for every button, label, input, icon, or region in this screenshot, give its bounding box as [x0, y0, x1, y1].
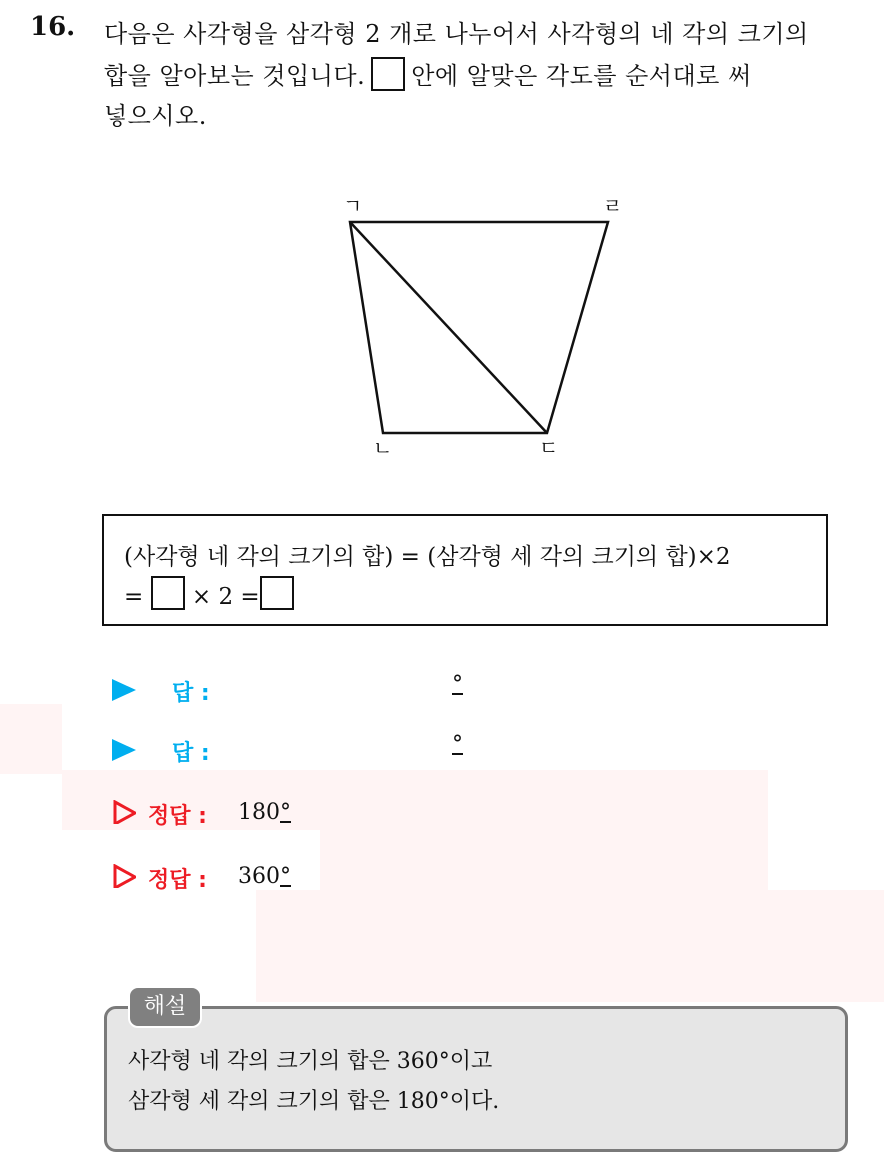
play-arrow-icon: [112, 739, 136, 761]
formula-line-1: (사각형 네 각의 크기의 합) = (삼각형 세 각의 크기의 합)×2: [124, 544, 731, 570]
question-line-2-after: 안에 알맞은 각도를 순서대로 써: [411, 62, 752, 90]
answer-unit-1: °: [452, 672, 463, 697]
explanation-line-2: 삼각형 세 각의 크기의 합은 180°이다.: [128, 1089, 500, 1114]
correct-answer-1: [238, 800, 291, 825]
quadrilateral-figure: [0, 0, 884, 480]
answer-unit-2: °: [452, 732, 463, 757]
correct-label-2: 정답 :: [148, 868, 207, 893]
correct-unit-1: °: [280, 800, 291, 825]
diagonal-line: [350, 222, 547, 433]
blank-box-icon: [151, 576, 185, 610]
blank-box-icon: [260, 576, 294, 610]
answer-label-1: 답 :: [172, 681, 210, 706]
play-arrow-icon: [112, 679, 136, 701]
bg-patch: [512, 770, 768, 830]
correct-value-2: 360: [238, 864, 280, 889]
formula-equals: =: [124, 584, 144, 610]
bg-patch: [256, 890, 884, 1002]
answer-label-2: 답 :: [172, 741, 210, 766]
vertex-label-a: ㄱ: [343, 194, 363, 218]
quadrilateral-outline: [350, 222, 608, 433]
vertex-label-d: ㄹ: [603, 194, 623, 218]
correct-label-1: 정답 :: [148, 804, 207, 829]
question-line-3: 넣으시오.: [104, 102, 207, 130]
bg-patch: [320, 830, 768, 890]
vertex-label-c: ㄷ: [539, 436, 559, 460]
outline-arrow-icon: [112, 864, 136, 888]
correct-answer-2: [238, 864, 291, 889]
correct-value-1: 180: [238, 800, 280, 825]
explanation-tag: 해설: [128, 986, 202, 1028]
question-line-2-before: 합을 알아보는 것입니다.: [104, 62, 366, 90]
question-line-1: 다음은 사각형을 삼각형 2 개로 나누어서 사각형의 네 각의 크기의: [104, 20, 809, 48]
explanation-line-1: 사각형 네 각의 크기의 합은 360°이고: [128, 1049, 493, 1074]
formula-line-2: [124, 576, 294, 610]
correct-unit-2: °: [280, 864, 291, 889]
vertex-label-b: ㄴ: [373, 436, 393, 460]
bg-patch: [0, 704, 62, 774]
outline-arrow-icon: [112, 800, 136, 824]
formula-box: [102, 514, 828, 626]
question-number: 16.: [30, 12, 76, 42]
explanation-box: [104, 1006, 848, 1152]
formula-times: × 2 =: [191, 584, 260, 610]
